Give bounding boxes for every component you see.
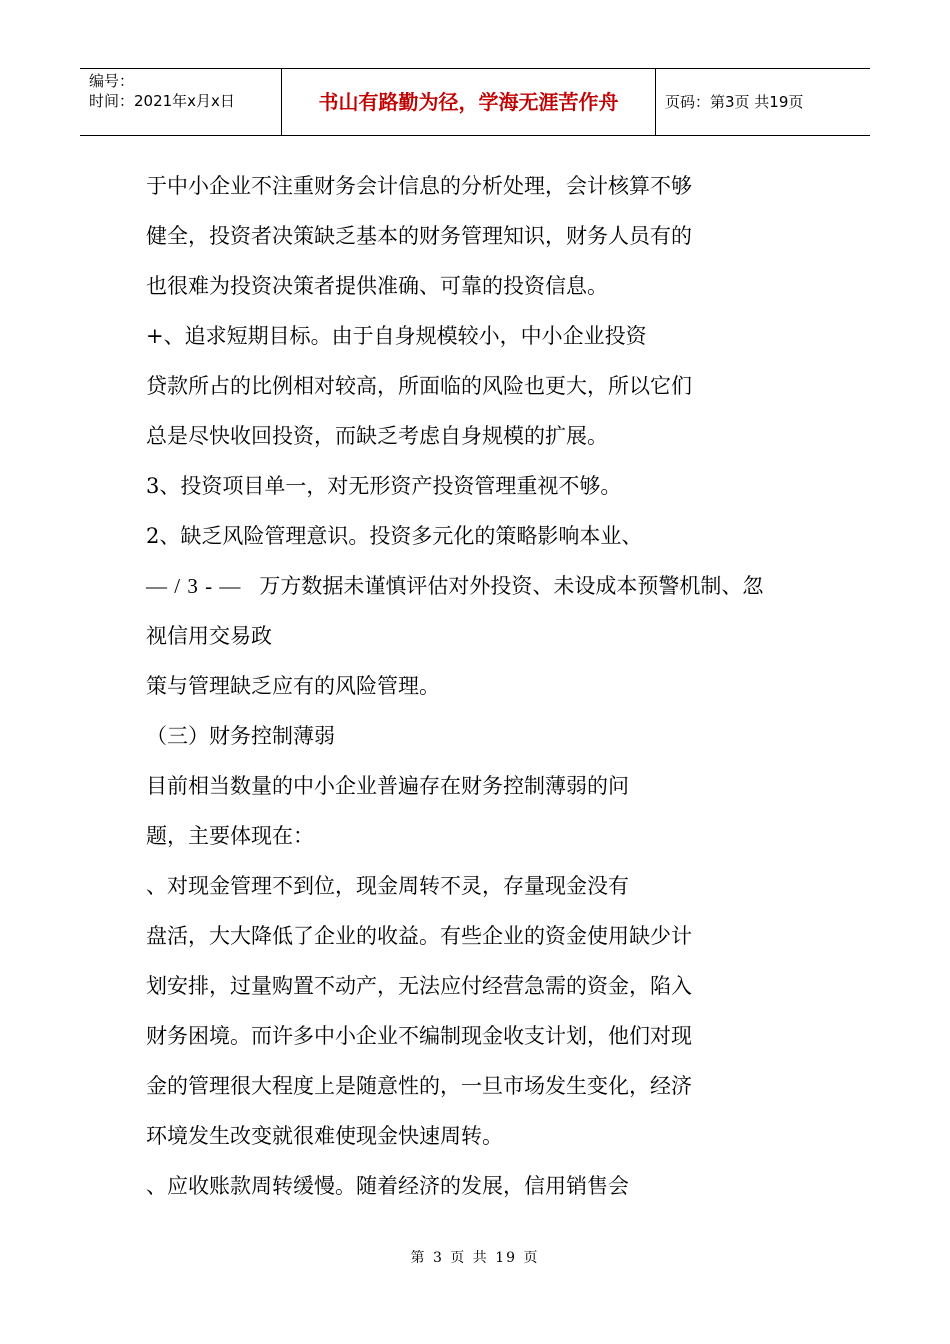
text-line: 策与管理缺乏应有的风险管理。 <box>146 674 440 698</box>
text-line-fragment: 万方数据未谨慎评估对外投资、未设成本预警机制、忽 <box>259 574 764 598</box>
text-line: 盘活，大大降低了企业的收益。有些企业的资金使用缺少计 <box>146 924 692 948</box>
text-line: 、应收账款周转缓慢。随着经济的发展，信用销售会 <box>146 1174 629 1198</box>
inline-page-marker: — / 3 - — <box>146 574 242 598</box>
text-line: 贷款所占的比例相对较高，所面临的风险也更大，所以它们 <box>146 374 692 398</box>
text-line: 健全，投资者决策缺乏基本的财务管理知识，财务人员有的 <box>146 224 692 248</box>
text-line: 3、投资项目单一，对无形资产投资管理重视不够。 <box>146 474 622 498</box>
text-line: 也很难为投资决策者提供准确、可靠的投资信息。 <box>146 274 608 298</box>
text-line: 、对现金管理不到位，现金周转不灵，存量现金没有 <box>146 874 629 898</box>
text-line: 划安排，过量购置不动产，无法应付经营急需的资金，陷入 <box>146 974 692 998</box>
text-line: 于中小企业不注重财务会计信息的分析处理，会计核算不够 <box>146 174 692 198</box>
text-line-with-page-marker <box>146 568 836 618</box>
header-meta-cell <box>80 69 282 135</box>
text-line: 环境发生改变就很难使现金快速周转。 <box>146 1124 503 1148</box>
text-line: 财务困境。而许多中小企业不编制现金收支计划，他们对现 <box>146 1024 692 1048</box>
text-line: 目前相当数量的中小企业普遍存在财务控制薄弱的问 <box>146 774 629 798</box>
text-line: 总是尽快收回投资，而缺乏考虑自身规模的扩展。 <box>146 424 608 448</box>
text-line: 题，主要体现在： <box>146 824 314 848</box>
document-header <box>80 68 870 136</box>
text-line: 金的管理很大程度上是随意性的，一旦市场发生变化，经济 <box>146 1074 692 1098</box>
header-page-info: 页码：第3页 共19页 <box>665 93 804 111</box>
header-motto: 书山有路勤为径，学海无涯苦作舟 <box>282 69 656 135</box>
document-body <box>146 168 836 1218</box>
page-footer: 第 3 页 共 19 页 <box>410 1250 540 1266</box>
document-number-label: 编号： <box>89 72 135 90</box>
document-date-label: 时间：2021年x月x日 <box>89 92 235 110</box>
text-line: 视信用交易政 <box>146 624 272 648</box>
section-heading: （三）财务控制薄弱 <box>146 724 335 748</box>
text-line: +、追求短期目标。由于自身规模较小，中小企业投资 <box>146 324 647 348</box>
text-line: 2、缺乏风险管理意识。投资多元化的策略影响本业、 <box>146 524 643 548</box>
